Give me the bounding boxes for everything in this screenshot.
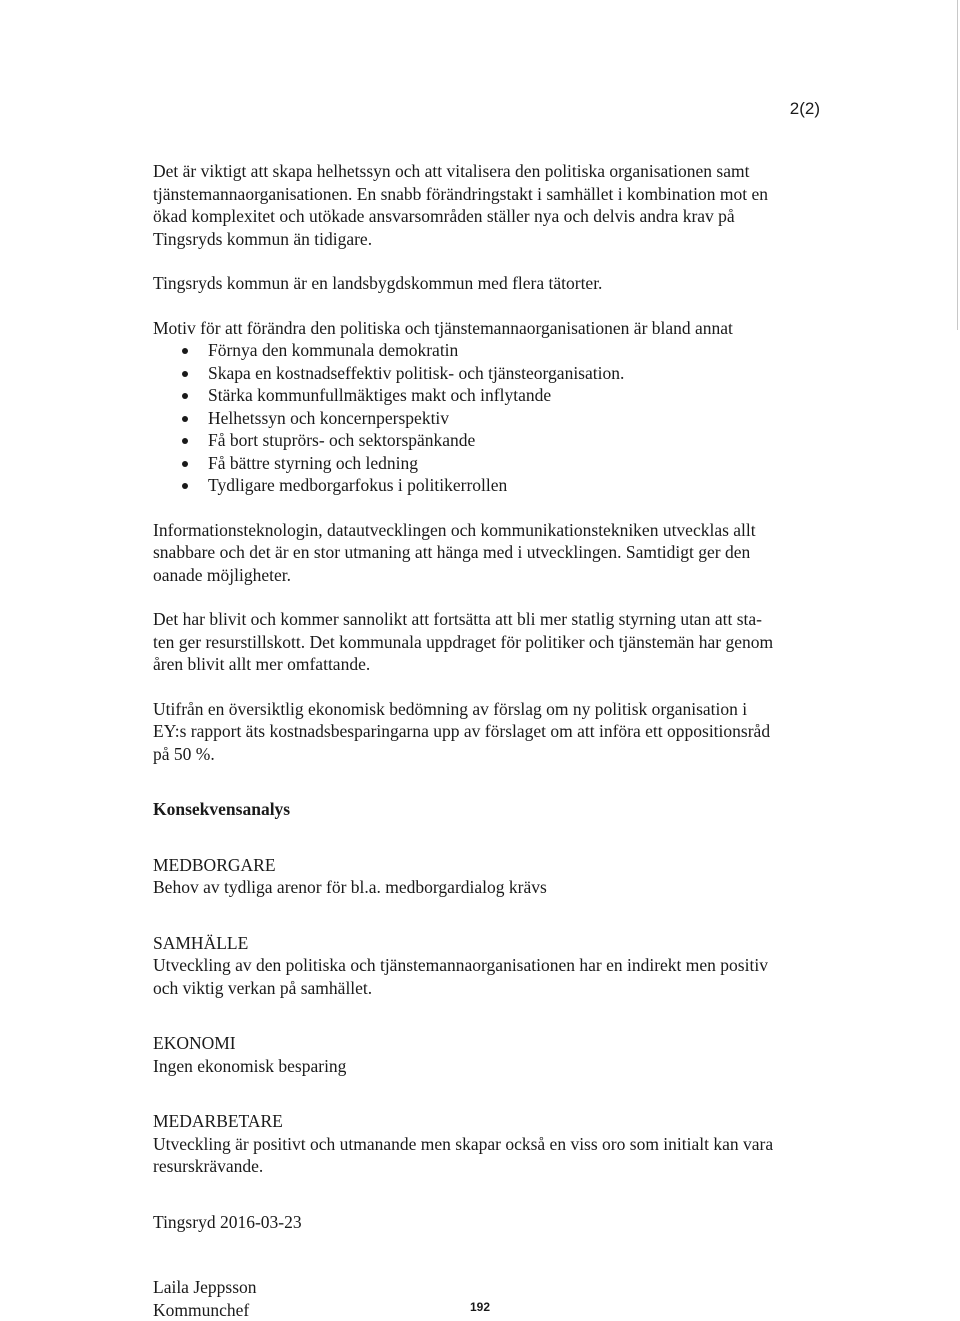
scan-edge-line — [957, 0, 958, 330]
section-title: MEDARBETARE — [153, 1110, 821, 1133]
list-item: Tydligare medborgarfokus i politikerrollen — [182, 474, 821, 497]
footer-page-number: 192 — [0, 1296, 960, 1319]
page-number: 2(2) — [790, 98, 820, 121]
document-body — [153, 160, 821, 1321]
paragraph-helhetssyn: Det är viktigt att skapa helhetssyn och att vitalisera den politiska organisationen samt tjänstemannaorganisationen. En snabb förändringstakt i samhället i kombination mot en ökad komplexitet och utökade ansvarsområden ställer nya och delvis andra krav på Tingsryds kommun än tidigare. — [153, 160, 821, 250]
list-item: Skapa en kostnadseffektiv politisk- och tjänsteorganisation. — [182, 362, 821, 385]
paragraph-informationsteknologi: Informationsteknologin, datautvecklingen och kommunikationstekniken utvecklas allt snabbare och det är en stor utmaning att hänga med i utvecklingen. Samtidigt ger den oanade möjligheter. — [153, 519, 821, 587]
list-item: Stärka kommunfullmäktiges makt och inflytande — [182, 384, 821, 407]
signature-title: Kommunchef — [153, 1299, 821, 1321]
section-medarbetare — [153, 1110, 821, 1178]
list-item: Förnya den kommunala demokratin — [182, 339, 821, 362]
paragraph-ekonomisk-bedomning: Utifrån en översiktlig ekonomisk bedömning av förslag om ny politisk organisation i EY:s rapport äts kostnadsbesparingarna upp av förslaget om att införa ett oppositionsråd på 50 %. — [153, 698, 821, 766]
paragraph-landsbygdskommun: Tingsryds kommun är en landsbygdskommun med flera tätorter. — [153, 272, 821, 295]
section-title: SAMHÄLLE — [153, 932, 821, 955]
section-medborgare — [153, 854, 821, 899]
section-title: MEDBORGARE — [153, 854, 821, 877]
paragraph-statlig-styrning: Det har blivit och kommer sannolikt att fortsätta att bli mer statlig styrning utan att sta- ten ger resurstillskott. Det kommunala uppdraget för politiker och tjänstemän har genom åren blivit allt mer omfattande. — [153, 608, 821, 676]
section-text: Utveckling är positivt och utmanande men skapar också en viss oro som initialt kan vara resurskrävande. — [153, 1133, 821, 1178]
place-date: Tingsryd 2016-03-23 — [153, 1211, 821, 1234]
section-ekonomi — [153, 1032, 821, 1077]
konsekvensanalys-heading: Konsekvensanalys — [153, 798, 821, 821]
signature-name: Laila Jeppsson — [153, 1276, 821, 1299]
section-text: Behov av tydliga arenor för bl.a. medborgardialog krävs — [153, 876, 821, 899]
list-item: Helhetssyn och koncernperspektiv — [182, 407, 821, 430]
section-samhalle — [153, 932, 821, 1000]
list-item: Få bättre styrning och ledning — [182, 452, 821, 475]
motiv-list — [153, 339, 821, 497]
section-text: Ingen ekonomisk besparing — [153, 1055, 821, 1078]
motiv-intro: Motiv för att förändra den politiska och tjänstemannaorganisationen är bland annat — [153, 317, 821, 340]
section-title: EKONOMI — [153, 1032, 821, 1055]
section-text: Utveckling av den politiska och tjänstemannaorganisationen har en indirekt men positiv och viktig verkan på samhället. — [153, 954, 821, 999]
list-item: Få bort stuprörs- och sektorspänkande — [182, 429, 821, 452]
